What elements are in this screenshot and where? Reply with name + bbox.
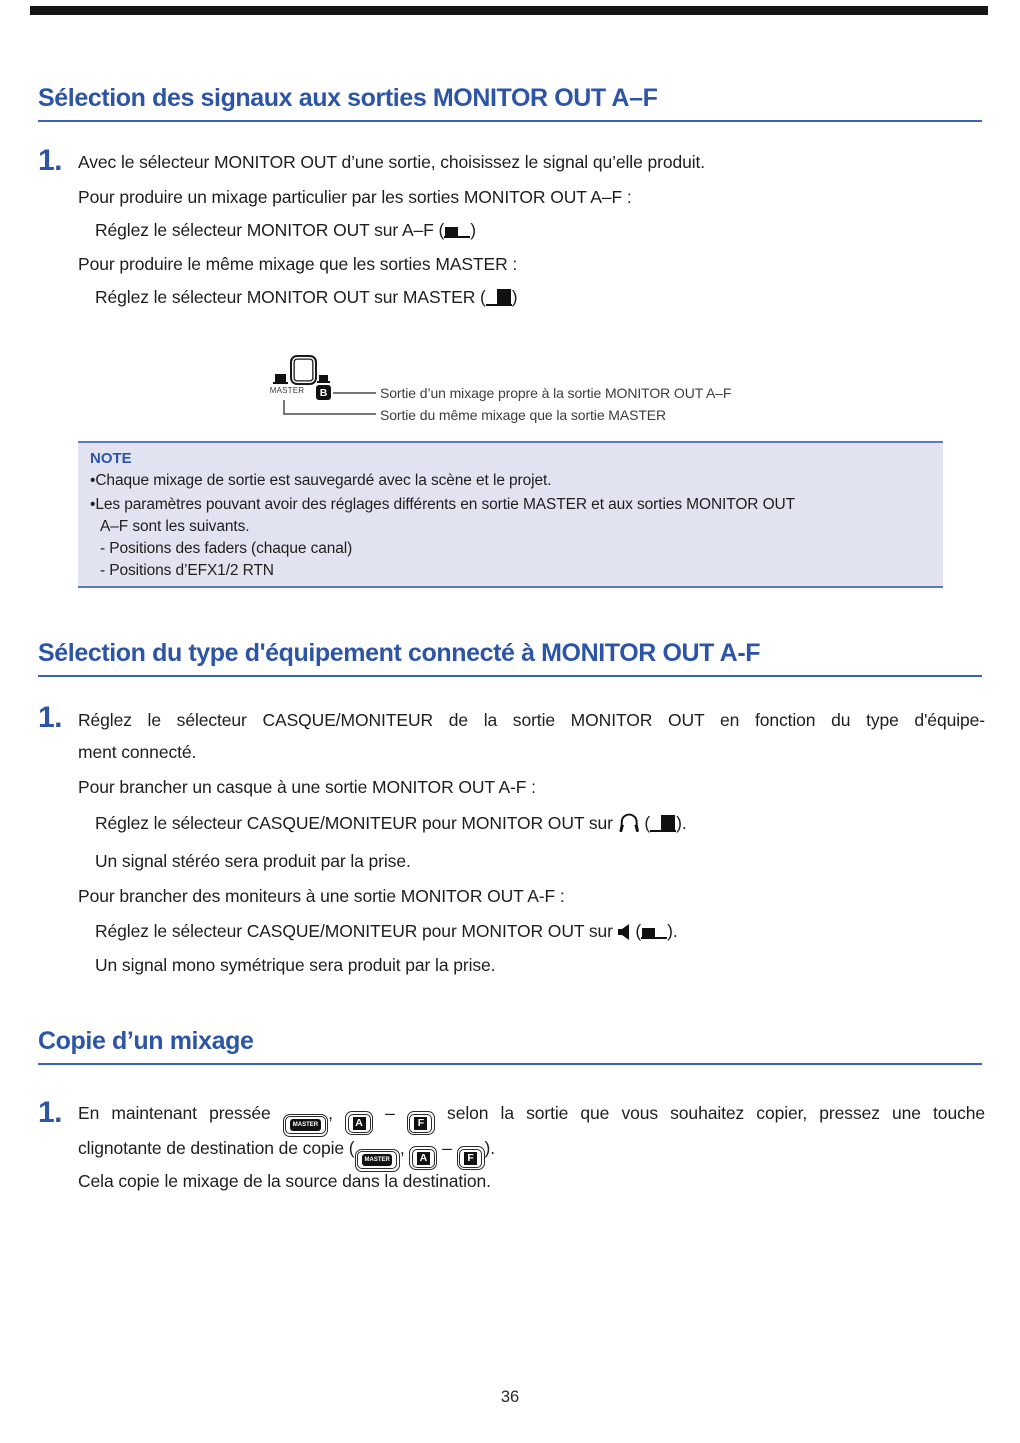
copy-line2-text: clignotante de destination de copie ( xyxy=(78,1138,355,1158)
a-keyring xyxy=(412,1149,435,1168)
step-number: 1. xyxy=(38,144,63,177)
master-keyring xyxy=(285,1116,325,1134)
step-text-signals: Avec le sélecteur MONITOR OUT d’une sortie, choisissez le signal qu’elle produit. xyxy=(78,152,706,172)
note-title: NOTE xyxy=(90,450,132,467)
separator: , xyxy=(399,1138,410,1158)
case2-intro: Pour produire le même mixage que les sorties MASTER : xyxy=(78,254,518,274)
case1-intro: Pour produire un mixage particulier par les sorties MONITOR OUT A–F : xyxy=(78,187,632,207)
switch-down-icon xyxy=(444,225,470,238)
range-dash: – xyxy=(373,1103,407,1123)
step-number: 1. xyxy=(38,701,63,734)
a-key-label: A xyxy=(417,1152,430,1165)
monitors-intro: Pour brancher des moniteurs à une sortie MONITOR OUT A-F : xyxy=(78,886,565,906)
f-key-label: F xyxy=(464,1152,477,1165)
f-key-icon xyxy=(407,1111,435,1135)
headphones-intro: Pour brancher un casque à une sortie MONITOR OUT A-F : xyxy=(78,777,536,797)
a-key-icon xyxy=(409,1146,437,1170)
monitors-result: Un signal mono symétrique sera produit par la prise. xyxy=(95,955,496,975)
master-position-label: MASTER xyxy=(269,386,305,395)
case1-action xyxy=(95,220,476,242)
case2-action-text: Réglez le sélecteur MONITOR OUT sur MASTER ( xyxy=(95,287,486,307)
section-heading-equipment: Sélection du type d'équipement connecté à MONITOR OUT A-F xyxy=(38,639,982,677)
b-position-base xyxy=(317,381,330,383)
case1-action-close: ) xyxy=(470,220,476,240)
a-keyring xyxy=(348,1114,371,1133)
monitors-action-text: Réglez le sélecteur CASQUE/MONITEUR pour MONITOR OUT sur xyxy=(95,921,618,941)
selector-knob-icon xyxy=(290,355,317,385)
headphones-action-close: ). xyxy=(676,813,687,833)
f-key-label: F xyxy=(414,1117,427,1130)
section-heading-copy: Copie d’un mixage xyxy=(38,1027,982,1065)
master-position-marker-icon xyxy=(275,374,286,382)
master-key-icon xyxy=(355,1149,400,1172)
diagram-callout-a-f: Sortie d’un mixage propre à la sortie MONITOR OUT A–F xyxy=(380,385,732,401)
note-line: A–F sont les suivants. xyxy=(100,518,250,535)
note-line: •Chaque mixage de sortie est sauvegardé avec la scène et le projet. xyxy=(90,472,552,489)
f-keyring xyxy=(409,1114,432,1133)
step-number: 1. xyxy=(38,1096,63,1129)
headphones-action-text: Réglez le sélecteur CASQUE/MONITEUR pour MONITOR OUT sur xyxy=(95,813,618,833)
copy-step-line3: Cela copie le mixage de la source dans la destination. xyxy=(78,1171,491,1191)
output-b-badge: B xyxy=(316,385,331,400)
master-keyring xyxy=(357,1151,397,1169)
callout-line-a-f xyxy=(333,392,376,394)
f-key-icon xyxy=(457,1146,485,1170)
headphones-icon xyxy=(618,812,640,838)
case2-action xyxy=(95,287,517,309)
switch-up-icon xyxy=(486,288,512,306)
headphones-result: Un signal stéréo sera produit par la prise. xyxy=(95,851,411,871)
copy-line1-text: En maintenant pressée xyxy=(78,1103,283,1123)
diagram-callout-master: Sortie du même mixage que la sortie MASTER xyxy=(380,407,667,423)
headphones-action xyxy=(95,812,687,838)
switch-down-icon xyxy=(641,926,667,939)
copy-line2-text-end: ). xyxy=(484,1138,496,1158)
section-heading-signals: Sélection des signaux aux sorties MONITOR OUT A–F xyxy=(38,84,982,122)
selector-diagram xyxy=(270,352,740,430)
note-line: - Positions des faders (chaque canal) xyxy=(100,540,353,557)
master-key-label: MASTER xyxy=(362,1154,392,1166)
master-key-label: MASTER xyxy=(290,1119,320,1131)
master-key-icon xyxy=(283,1114,328,1137)
monitors-action xyxy=(95,921,678,946)
range-dash: – xyxy=(437,1138,457,1158)
page-header-bar xyxy=(30,6,988,15)
case1-action-text: Réglez le sélecteur MONITOR OUT sur A–F ( xyxy=(95,220,445,240)
speaker-icon xyxy=(618,924,631,946)
note-line: •Les paramètres pouvant avoir des réglages différents en sortie MASTER et aux sorties MONITOR OUT xyxy=(90,496,796,513)
case2-action-close: ) xyxy=(511,287,518,307)
a-key-icon xyxy=(345,1111,373,1135)
step-text-equipment-line2: ment connecté. xyxy=(78,742,197,762)
note-line: - Positions d’EFX1/2 RTN xyxy=(100,562,274,579)
copy-line1-text-end: selon la sortie que vous souhaitez copier, pressez une touche xyxy=(434,1103,985,1123)
callout-line-master-vertical xyxy=(283,400,285,414)
step-text-equipment-line1: Réglez le sélecteur CASQUE/MONITEUR de la sortie MONITOR OUT en fonction du type d'équipe- xyxy=(78,710,985,730)
page-number: 36 xyxy=(500,1388,520,1406)
note-box xyxy=(78,441,943,588)
copy-step-line2 xyxy=(78,1138,495,1172)
monitors-action-mid: ( xyxy=(630,921,642,941)
f-keyring xyxy=(459,1149,482,1168)
switch-up-icon xyxy=(650,814,676,832)
callout-line-master-horizontal xyxy=(283,413,376,415)
a-key-label: A xyxy=(353,1117,366,1130)
separator: , xyxy=(328,1103,346,1123)
monitors-action-close: ). xyxy=(667,921,678,941)
headphones-action-mid: ( xyxy=(639,813,651,833)
copy-step-line1 xyxy=(78,1103,985,1137)
master-position-base xyxy=(273,382,288,384)
